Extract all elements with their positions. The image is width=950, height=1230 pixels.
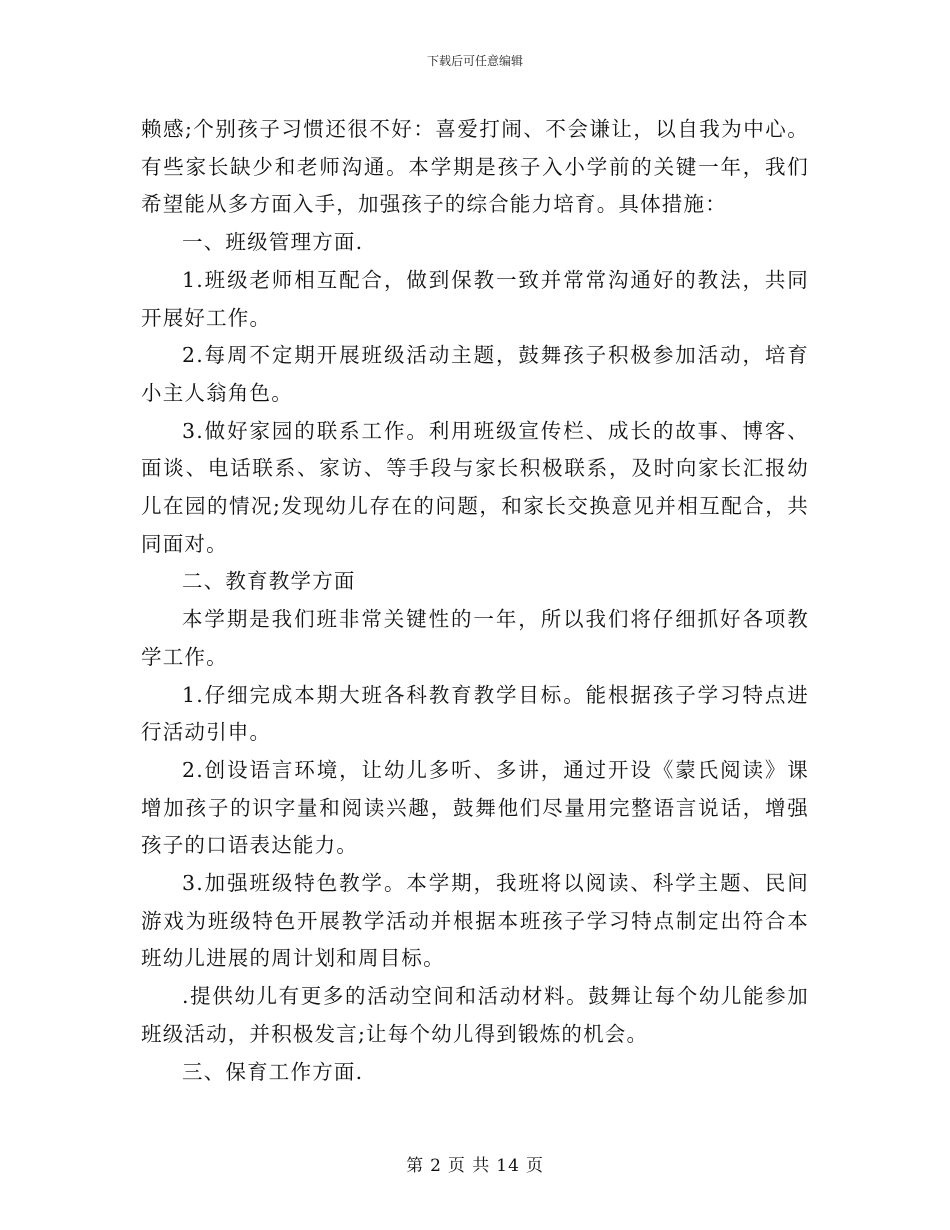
page-header: 下载后可任意编辑 [426,54,523,68]
footer-prefix: 第 [406,1156,425,1176]
footer-suffix: 页 [525,1156,544,1176]
section-heading-childcare: 三、保育工作方面. [182,1059,364,1084]
paragraph-teaching-item-1: 1.仔细完成本期大班各科教育教学目标。能根据孩子学习特点进行活动引申。 [141,682,809,745]
paragraph-teaching-item-4: .提供幼儿有更多的活动空间和活动材料。鼓舞让每个幼儿能参加班级活动，并积极发言;让每个幼儿得到锻炼的机会。 [141,984,809,1046]
current-page-number: 2 [430,1156,442,1176]
total-page-count: 14 [496,1156,520,1176]
section-heading-education-teaching: 二、教育教学方面 [182,569,356,594]
paragraph-teaching-item-2: 2.创设语言环境，让幼儿多听、多讲，通过开设《蒙氏阅读》课增加孩子的识字量和阅读兴趣，鼓舞他们尽量用完整语言说话，增强孩子的口语表达能力。 [141,757,809,858]
page-footer [0,1155,950,1177]
footer-middle: 页 共 [447,1156,491,1176]
paragraph-item-3: 3.做好家园的联系工作。利用班级宣传栏、成长的故事、博客、面谈、电话联系、家访、等手段与家长积极联系，及时向家长汇报幼儿在园的情况;发现幼儿存在的问题，和家长交换意见并相互配合，共同面对。 [141,418,809,556]
section-heading-class-management: 一、班级管理方面. [182,230,364,255]
document-body [141,111,809,1091]
paragraph-intro-teaching: 本学期是我们班非常关键性的一年，所以我们将仔细抓好各项教学工作。 [141,607,809,669]
paragraph-teaching-item-3: 3.加强班级特色教学。本学期，我班将以阅读、科学主题、民间游戏为班级特色开展教学活动并根据本班孩子学习特点制定出符合本班幼儿进展的周计划和周目标。 [141,871,809,971]
paragraph-item-2: 2.每周不定期开展班级活动主题，鼓舞孩子积极参加活动，培育小主人翁角色。 [141,343,809,405]
paragraph-continuation: 赖感;个别孩子习惯还很不好：喜爱打闹、不会谦让，以自我为中心。有些家长缺少和老师沟通。本学期是孩子入小学前的关键一年，我们希望能从多方面入手，加强孩子的综合能力培育。具体措施： [141,117,809,217]
paragraph-item-1: 1.班级老师相互配合，做到保教一致并常常沟通好的教法，共同开展好工作。 [141,267,809,330]
